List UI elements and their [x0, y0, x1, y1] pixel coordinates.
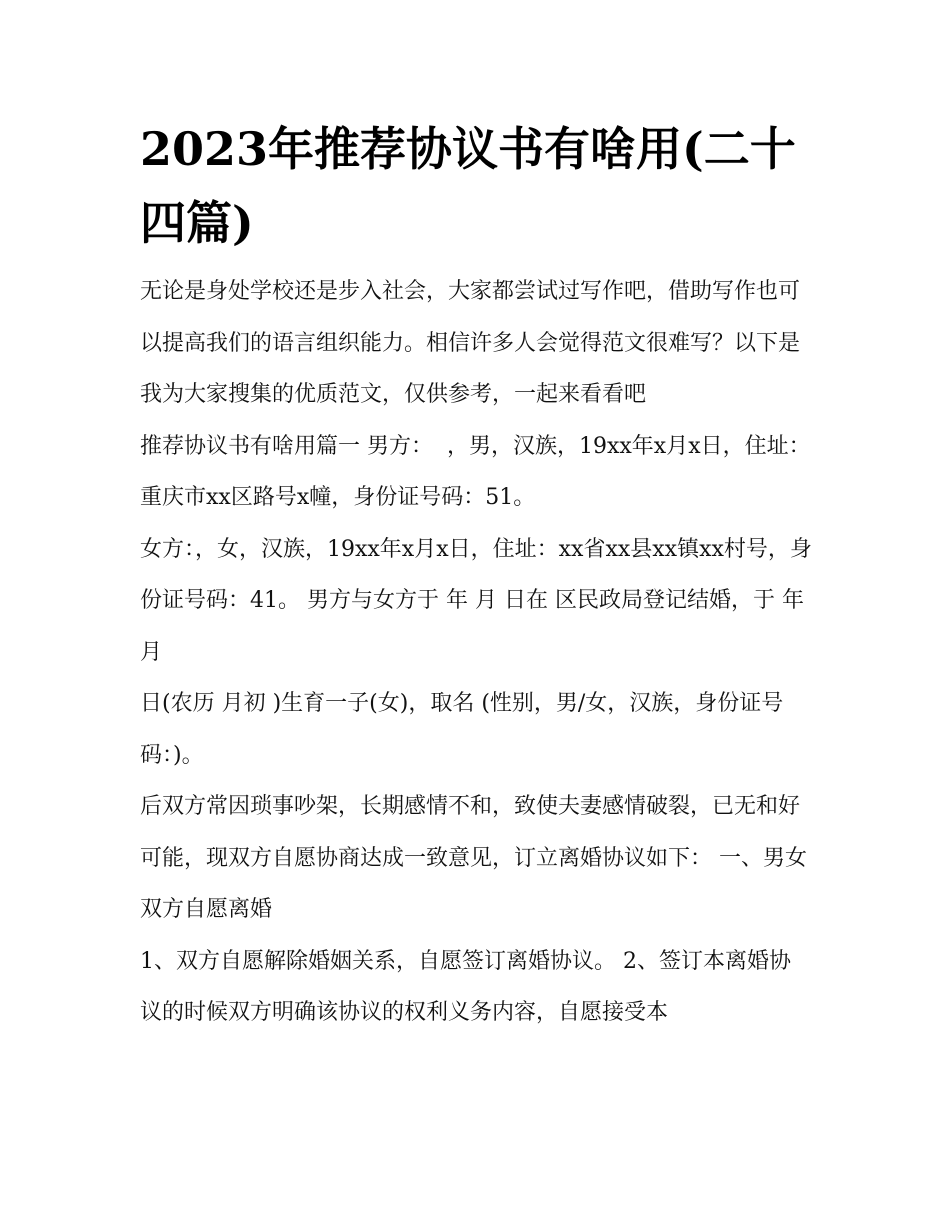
male-party-paragraph: 推荐协议书有啥用篇一 男方： ，男，汉族，19xx年x月x日，住址：重庆市xx区路号x幢，身份证号码：51。 — [140, 433, 811, 510]
document-title: 2023年推荐协议书有啥用(二十四篇) — [140, 122, 796, 250]
document-body — [140, 112, 812, 1039]
agreement-terms-paragraph: 1、双方自愿解除婚姻关系，自愿签订离婚协议。 2、签订本离婚协议的时候双方明确该协议的权利义务内容，自愿接受本 — [140, 948, 791, 1025]
female-party-paragraph: 女方：，女，汉族，19xx年x月x日，住址：xx省xx县xx镇xx村号，身份证号码：41。 男方与女方于 年 月 日在 区民政局登记结婚，于 年 月 — [140, 536, 812, 665]
intro-paragraph: 无论是身处学校还是步入社会，大家都尝试过写作吧，借助写作也可以提高我们的语言组织能力。相信许多人会觉得范文很难写？以下是我为大家搜集的优质范文，仅供参考，一起来看看吧 — [140, 279, 801, 407]
child-paragraph: 日(农历 月初 )生育一子(女)，取名 (性别，男/女，汉族，身份证号码：)。 — [140, 691, 784, 768]
agreement-reason-paragraph: 后双方常因琐事吵架，长期感情不和，致使夫妻感情破裂，已无和好可能，现双方自愿协商达成一致意见，订立离婚协议如下： 一、男女双方自愿离婚 — [140, 794, 807, 922]
